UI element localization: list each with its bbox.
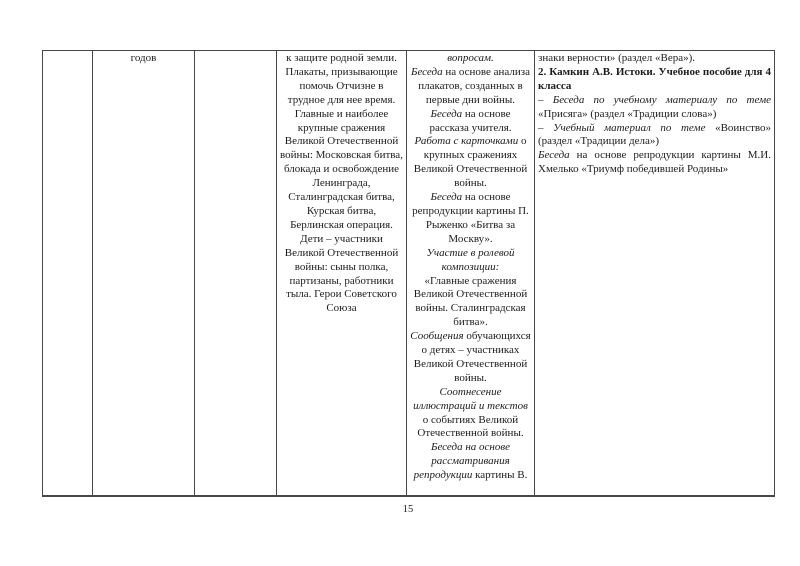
text-run: Беседа: [430, 107, 463, 120]
cell-content: [277, 51, 407, 497]
text-run: обучающихся о детях – участниках Великой Отечественной войны.: [413, 330, 531, 384]
paragraph: [410, 275, 531, 331]
text-run: Беседа: [430, 191, 463, 204]
text-run: Беседа по учебному материалу по теме: [552, 93, 772, 106]
paragraph: [410, 330, 531, 386]
paragraph: [410, 52, 531, 66]
cell-empty-middle: [195, 51, 277, 497]
text-run: о крупных сражениях Великой Отечественной войны.: [413, 135, 528, 190]
paragraph: [410, 247, 531, 275]
text-run: 2. Камкин А.В. Истоки. Учебное пособие для 4 класса: [538, 65, 771, 92]
paragraph: [410, 441, 531, 483]
paragraph: [538, 149, 771, 177]
text-run: Соотнесение иллюстраций и текстов: [413, 385, 528, 412]
paragraph: [538, 52, 771, 66]
text-run: –: [538, 121, 554, 134]
paragraph: [96, 52, 191, 66]
paragraph: [538, 94, 771, 122]
curriculum-table: [42, 50, 775, 497]
paragraph: [538, 66, 771, 94]
table-row: [43, 51, 775, 497]
page-number: 15: [402, 504, 414, 515]
paragraph: [538, 122, 771, 150]
text-run: на основе репродукции картины М.И. Хмелько «Триумф победившей Родины»: [538, 149, 771, 176]
cell-empty-left: [43, 51, 93, 497]
text-run: к защите родной земли. Плакаты, призывающие помочь Отчизне в трудное для нее время. Главные и наиболее крупные сражения Великой Отечественной войны: Московская битва, блокада и освобождение Ленинграда, Сталинградская битва, Курская битва, Берлинская операция. Дети – участники Великой Отечественной войны: сыны полка, партизаны, работники тыла. Герои Советского Союза: [280, 52, 403, 315]
text-run: знаки верности» (раздел «Вера»).: [538, 52, 696, 64]
text-run: Работа с карточками: [414, 135, 519, 148]
paragraph: [410, 108, 531, 136]
cell-topic: [93, 51, 195, 497]
text-run: картины В.: [472, 469, 528, 482]
text-run: Беседа на основе рассматривания репродукции: [413, 441, 511, 482]
text-run: Участие в ролевой композиции:: [426, 246, 515, 273]
text-run: о событиях Великой Отечественной войны.: [417, 413, 524, 440]
text-run: на основе анализа плакатов, созданных в первые дни войны.: [418, 65, 531, 106]
text-run: на основе репродукции картины П. Рыженко «Битва за Москву».: [412, 191, 529, 245]
paragraph: [410, 191, 531, 247]
cell-activities: [407, 51, 535, 497]
text-run: Учебный материал по теме: [553, 121, 706, 134]
cell-resources: [535, 51, 775, 497]
text-run: на основе рассказа учителя.: [429, 107, 512, 134]
text-run: вопросам.: [447, 52, 494, 64]
text-run: Беседа: [410, 65, 443, 78]
paragraph: [410, 386, 531, 442]
text-run: Сообщения: [410, 330, 464, 343]
paragraph: [280, 52, 403, 316]
text-run: годов: [130, 52, 157, 64]
text-run: –: [538, 93, 553, 106]
text-run: «Воинство» (раздел «Традиции дела»): [538, 121, 771, 148]
text-run: «Присяга» (раздел «Традиции слова»): [538, 107, 717, 120]
paragraph: [410, 66, 531, 108]
text-run: «Главные сражения Великой Отечественной войны. Сталинградская битва».: [413, 274, 528, 329]
text-run: Беседа: [538, 149, 570, 162]
paragraph: [410, 135, 531, 191]
